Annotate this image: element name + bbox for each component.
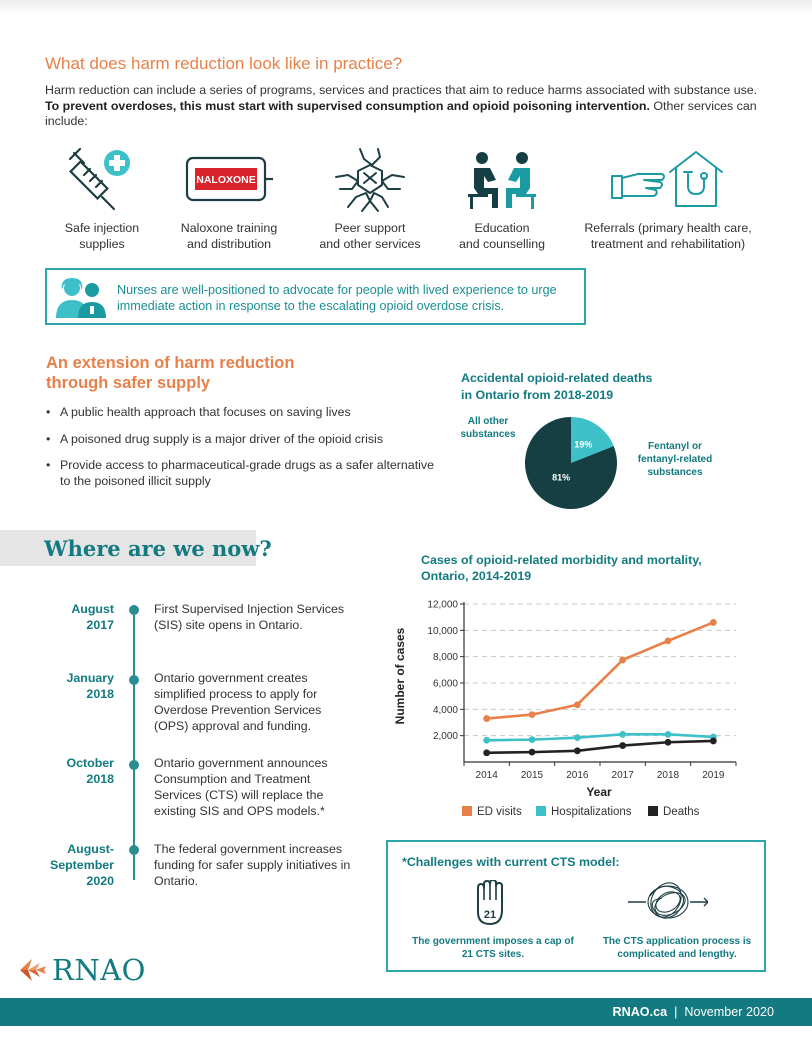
people-talking-icon [412, 140, 592, 220]
legend-label: Hospitalizations [551, 806, 632, 818]
extension-heading [46, 353, 346, 393]
x-tick-label: 2017 [611, 770, 634, 781]
series-deaths-point [483, 749, 490, 756]
service-label-line1: Education [474, 221, 530, 235]
timeline-dot [129, 605, 139, 615]
series-ed-visits-line [487, 622, 714, 718]
tangled-line-icon [628, 876, 708, 933]
date-line: August- [67, 842, 114, 856]
bullet-item: • A public health approach that focuses on saving lives [46, 405, 436, 421]
y-tick-label: 6,000 [432, 678, 458, 690]
service-label-line1: Referrals (primary health care, [584, 221, 752, 235]
series-ed-visits-point [710, 619, 717, 626]
raised-hand-icon [470, 880, 510, 931]
legend-label: Deaths [663, 806, 700, 818]
legend-label: ED visits [477, 806, 522, 818]
cts-title: *Challenges with current CTS model: [402, 855, 620, 869]
house-stethoscope-icon [578, 140, 758, 220]
pie-label-line: All other [467, 416, 509, 427]
service-label-line2: and other services [319, 237, 421, 251]
line-title-line2: Ontario, 2014-2019 [421, 569, 532, 583]
timeline-dot [129, 675, 139, 685]
service-referrals [578, 140, 758, 252]
timeline-line [133, 610, 135, 880]
series-deaths-line [487, 741, 714, 753]
naloxone-badge: NALOXONE [196, 174, 256, 186]
footer-date: November 2020 [684, 1005, 774, 1019]
top-shade [0, 0, 812, 14]
service-label-line1: Peer support [334, 221, 406, 235]
cts-caption: The CTS application process is complicated and lengthy. [602, 936, 752, 960]
safer-supply-bullets [46, 405, 436, 500]
service-label-line2: supplies [79, 237, 125, 251]
line-title-line1: Cases of opioid-related morbidity and mortality, [421, 553, 702, 567]
practice-heading: What does harm reduction look like in practice? [45, 54, 403, 73]
footer-separator: | [674, 1005, 678, 1019]
service-label-line2: and counselling [458, 237, 546, 251]
timeline-dot [129, 845, 139, 855]
y-tick-label: 2,000 [432, 731, 458, 743]
service-label-line2: treatment and rehabilitation) [590, 237, 746, 251]
date-line: 2018 [86, 687, 114, 701]
date-line: 2018 [86, 772, 114, 786]
pie-title-line2: in Ontario from 2018-2019 [461, 388, 614, 402]
cts-caption: The government imposes a cap of 21 CTS sites. [412, 936, 574, 960]
x-tick-label: 2014 [475, 770, 498, 781]
nurse-callout-text: Nurses are well-positioned to advocate for people with lived experience to urge immediate action in response to the escalating opioid overdose crisis. [117, 283, 557, 313]
series-hospitalizations-point [483, 737, 490, 744]
series-ed-visits-point [483, 715, 490, 722]
timeline-date [30, 755, 114, 787]
intro-paragraph [45, 83, 765, 130]
rnao-logo-icon [18, 955, 48, 985]
series-deaths-point [665, 739, 672, 746]
where-heading: Where are we now? [44, 536, 272, 561]
extension-heading-line1: An extension of harm reduction [46, 354, 295, 372]
intro-bold: To prevent overdoses, this must start with supervised consumption and opioid poisoning intervention. [45, 98, 650, 113]
series-deaths-point [529, 749, 536, 756]
legend-swatch-ed [462, 806, 472, 816]
x-tick-label: 2016 [566, 770, 589, 781]
footer-bottom-space [0, 1026, 812, 1044]
timeline-text: First Supervised Injection Services (SIS) site opens in Ontario. [154, 602, 345, 632]
series-hospitalizations-point [529, 736, 536, 743]
pie-label-line: substances [460, 429, 516, 440]
y-tick-label: 10,000 [427, 625, 458, 637]
series-hospitalizations-point [619, 731, 626, 738]
service-label-line1: Safe injection [64, 221, 140, 235]
y-tick-label: 12,000 [427, 599, 458, 611]
series-deaths-point [710, 738, 717, 745]
line-chart-title [421, 552, 761, 584]
timeline-text: Ontario government announces Consumption and Treatment Services (CTS) will replace the existing SIS and OPS models.* [154, 756, 328, 818]
y-tick-label: 4,000 [432, 704, 458, 716]
pie-title-line1: Accidental opioid-related deaths [461, 371, 653, 385]
date-line: August [71, 602, 114, 616]
y-axis-label: Number of cases [393, 627, 407, 725]
date-line: January [66, 671, 114, 685]
series-ed-visits-point [529, 711, 536, 718]
date-line: 2020 [86, 874, 114, 888]
bullet-item: • A poisoned drug supply is a major driver of the opioid crisis [46, 432, 436, 448]
bullet-item: • Provide access to pharmaceutical-grade drugs as a safer alternative to the poisoned illicit supply [46, 458, 436, 489]
pie-chart [524, 416, 618, 510]
service-label-line2: and distribution [186, 237, 272, 251]
pie-label-line: Fentanyl or [648, 441, 702, 452]
logo-text: RNAO [52, 953, 146, 987]
pie-chart-title [461, 370, 701, 404]
nurses-icon [54, 276, 110, 323]
timeline-dot [129, 760, 139, 770]
pie-label-line: substances [647, 467, 703, 478]
rnao-logo [18, 952, 146, 988]
pie-label-fentanyl [620, 440, 730, 479]
series-hospitalizations-point [574, 734, 581, 741]
pie-value-label: 81% [552, 472, 571, 483]
series-hospitalizations-point [665, 731, 672, 738]
date-line: September [49, 858, 114, 872]
timeline-date [30, 841, 114, 889]
series-ed-visits-point [665, 637, 672, 644]
x-tick-label: 2019 [702, 770, 725, 781]
timeline-date [30, 601, 114, 633]
footer-bar [0, 998, 812, 1026]
legend-swatch-hospitalizations [536, 806, 546, 816]
y-tick-label: 8,000 [432, 652, 458, 664]
intro-start: Harm reduction can include a series of programs, services and practices that aim to reduce harms associated with substance use. [45, 83, 758, 97]
timeline-text: Ontario government creates simplified process to apply for Overdose Prevention Services (OPS) approval and funding. [154, 671, 322, 733]
series-deaths-point [619, 742, 626, 749]
timeline-date [30, 670, 114, 702]
service-label-line1: Naloxone training [180, 221, 278, 235]
date-line: 2017 [86, 618, 114, 632]
pie-label-other [455, 415, 521, 441]
x-tick-label: 2015 [520, 770, 544, 781]
service-education [412, 140, 592, 252]
line-chart [386, 594, 776, 826]
x-axis-label: Year [586, 785, 612, 799]
extension-heading-line2: through safer supply [46, 374, 211, 392]
series-ed-visits-point [574, 701, 581, 708]
footer-text [613, 1005, 774, 1019]
chart-legend [462, 806, 700, 818]
pie-label-line: fentanyl-related [637, 454, 713, 465]
cap-number: 21 [483, 909, 497, 921]
legend-swatch-deaths [648, 806, 658, 816]
intro-end: Other services can include: [45, 98, 757, 128]
series-deaths-point [574, 747, 581, 754]
footer-site-link[interactable]: RNAO.ca [612, 1005, 668, 1019]
x-tick-label: 2018 [656, 770, 680, 781]
pie-value-label: 19% [574, 439, 593, 450]
series-ed-visits-point [619, 657, 626, 664]
timeline-text: The federal government increases funding for safer supply initiatives in Ontario. [154, 842, 351, 888]
date-line: October [66, 756, 114, 770]
